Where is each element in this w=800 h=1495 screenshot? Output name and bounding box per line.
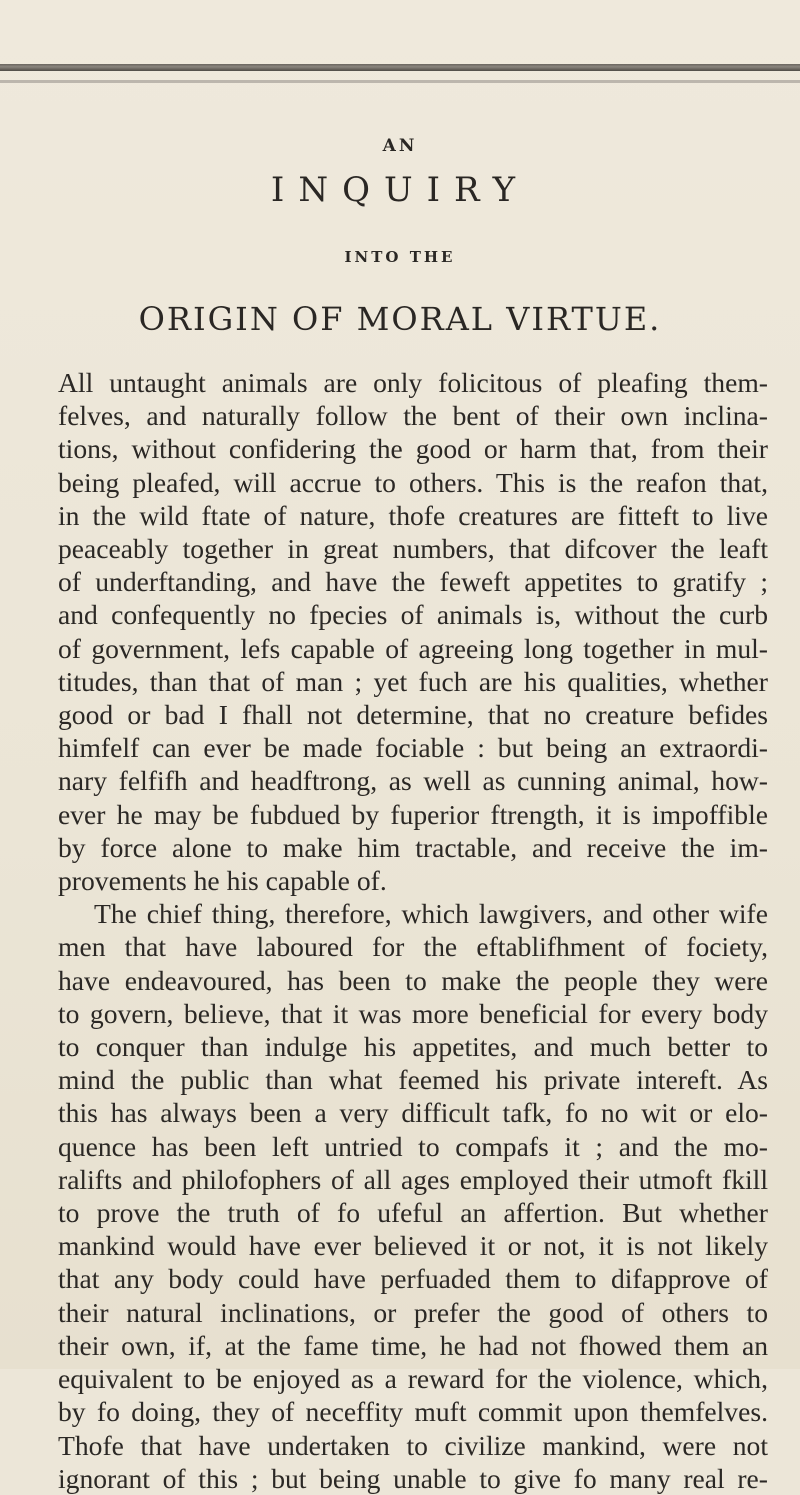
text-line: of government, lefs capable of agreeing long together in mul- — [58, 632, 768, 664]
text-line: felves, and naturally follow the bent of their own inclina- — [58, 400, 768, 432]
text-line: ignorant of this ; but being unable to give fo many real re- — [58, 1462, 768, 1494]
text-line: of underftanding, and have the feweft appetites to gratify ; — [58, 566, 768, 598]
text-line: to conquer than indulge his appetites, and much better to — [58, 1031, 768, 1063]
text-line: to govern, believe, that it was more beneficial for every body — [58, 997, 768, 1029]
text-line: good or bad I fhall not determine, that no creature befides — [58, 699, 768, 731]
text-line: that any body could have perfuaded them to difapprove of — [58, 1263, 768, 1295]
page-title: ORIGIN OF MORAL VIRTUE. — [138, 300, 662, 338]
text-line: being pleafed, will accrue to others. This is the reafon that, — [58, 466, 768, 498]
text-line: titudes, than that of man ; yet fuch are his qualities, whether — [58, 665, 768, 697]
text-line: ever he may be fubdued by fuperior ftrength, it is impoffible — [58, 798, 768, 830]
top-border-shadow — [0, 80, 800, 83]
text-line: their natural inclinations, or prefer the good of others to — [58, 1296, 768, 1328]
text-line: Thofe that have undertaken to civilize mankind, were not — [58, 1429, 768, 1461]
essay-text — [58, 366, 768, 1495]
heading-an: AN — [382, 136, 418, 156]
text-line: ralifts and philofophers of all ages employed their utmoft fkill — [58, 1163, 768, 1195]
text-line: equivalent to be enjoyed as a reward for the violence, which, — [58, 1363, 768, 1395]
text-line: have endeavoured, has been to make the people they were — [58, 964, 768, 996]
text-line: The chief thing, therefore, which lawgivers, and other wife — [94, 898, 768, 930]
text-line: this has always been a very difficult tafk, fo no wit or elo- — [58, 1097, 768, 1129]
text-line: quence has been left untried to compafs it ; and the mo- — [58, 1130, 768, 1162]
text-line: tions, without confidering the good or harm that, from their — [58, 433, 768, 465]
top-border-rule — [0, 64, 800, 71]
heading-into-the: INTO THE — [344, 248, 456, 266]
text-line: their own, if, at the fame time, he had not fhowed them an — [58, 1329, 768, 1361]
text-line: provements he his capable of. — [58, 865, 387, 897]
text-line: men that have laboured for the eftablifhment of fociety, — [58, 931, 768, 963]
text-line: in the wild ftate of nature, thofe creatures are fitteft to live — [58, 499, 768, 531]
text-line: to prove the truth of fo ufeful an affertion. But whether — [58, 1197, 768, 1229]
text-line: nary felfifh and headftrong, as well as cunning animal, how- — [58, 765, 768, 797]
heading-inquiry: INQUIRY — [270, 170, 530, 210]
text-line: and confequently no fpecies of animals is, without the curb — [58, 599, 768, 631]
text-line: himfelf can ever be made fociable : but being an extraordi- — [58, 732, 768, 764]
text-line: by fo doing, they of neceffity muft commit upon themfelves. — [58, 1396, 768, 1428]
text-line: All untaught animals are only folicitous of pleafing them- — [58, 367, 768, 398]
text-line: peaceably together in great numbers, that difcover the leaft — [58, 533, 768, 565]
text-line: mankind would have ever believed it or not, it is not likely — [58, 1230, 768, 1262]
text-line: by force alone to make him tractable, and receive the im- — [58, 831, 768, 863]
text-line: mind the public than what feemed his private intereft. As — [58, 1064, 768, 1096]
